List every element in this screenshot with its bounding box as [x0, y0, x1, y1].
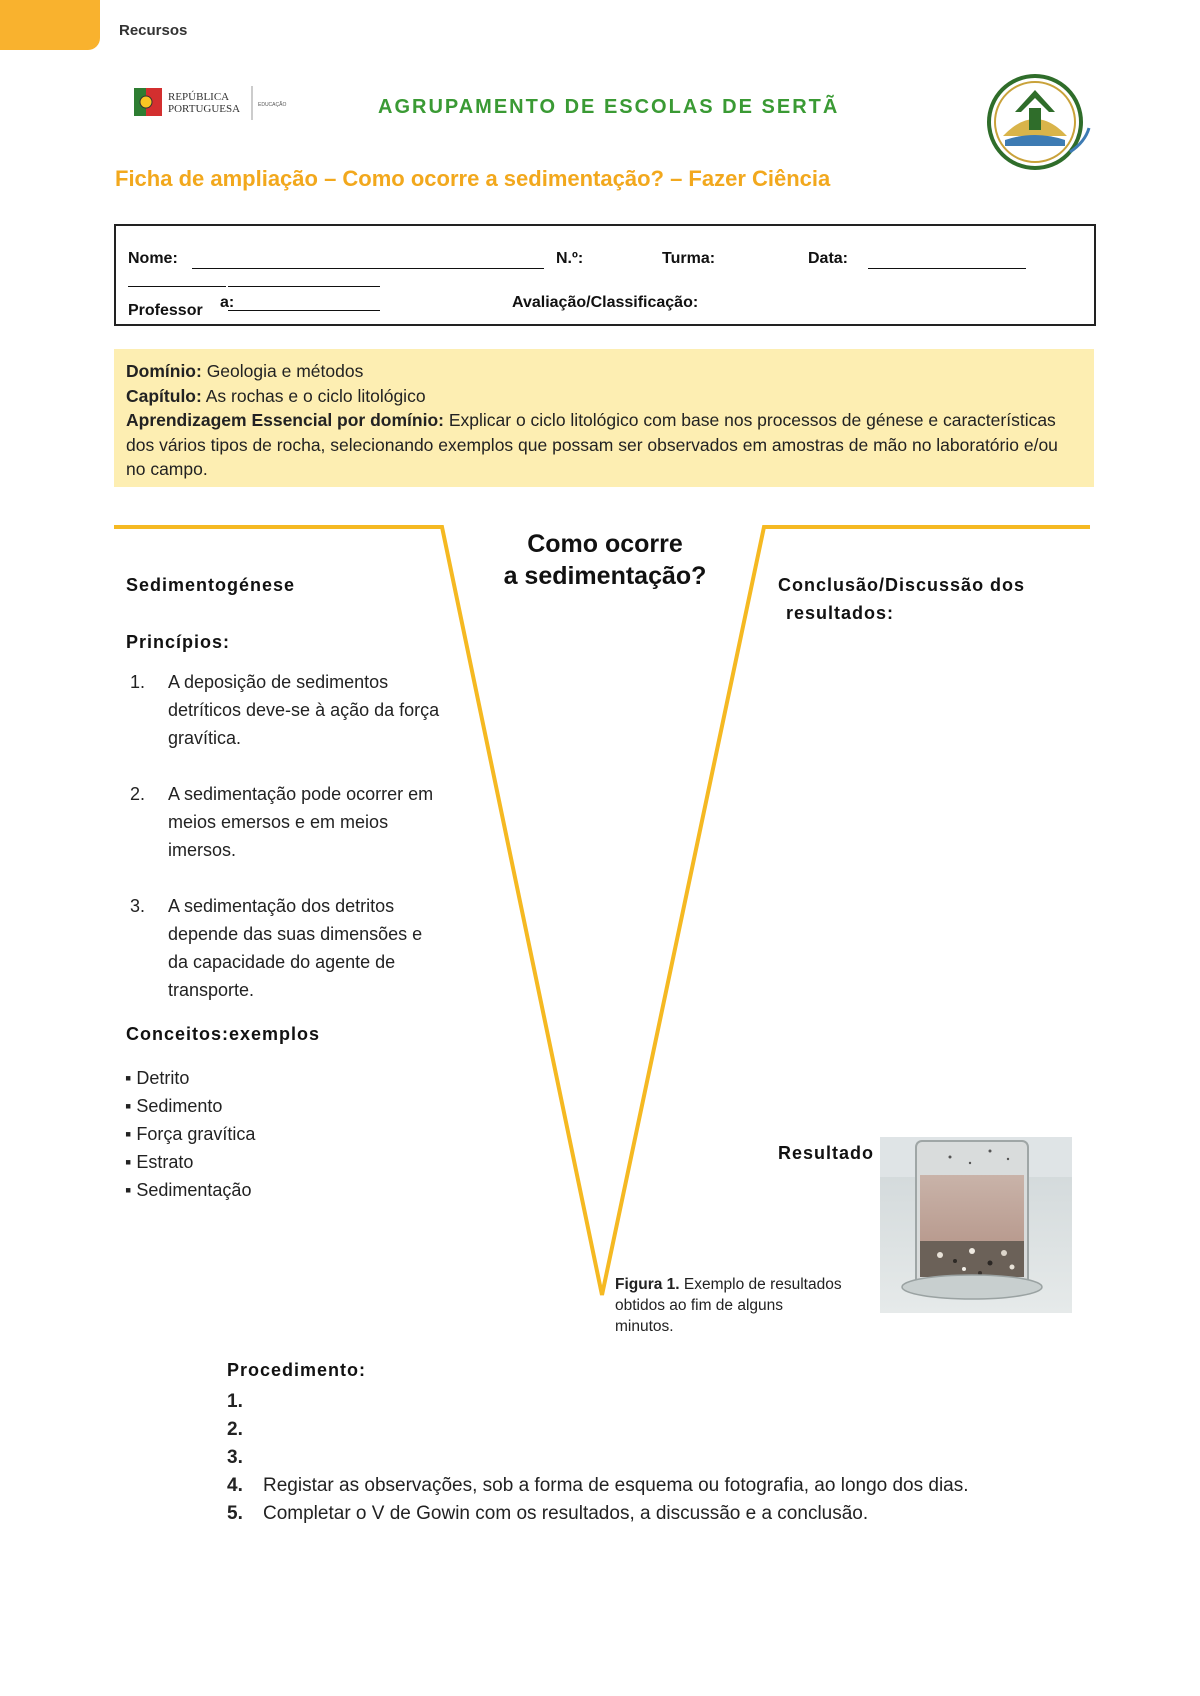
logo-text-portuguesa: PORTUGUESA — [168, 103, 241, 115]
principles-heading: Princípios: — [126, 632, 231, 652]
principle-number: 2. — [130, 784, 146, 804]
procedure-step-number: 2. — [227, 1419, 243, 1440]
conclusion-heading-line2: resultados: — [786, 603, 895, 623]
procedure-step-number: 5. — [227, 1503, 243, 1524]
capitulo-label: Capítulo: — [126, 385, 202, 406]
school-name: AGRUPAMENTO DE ESCOLAS DE SERTÃ — [378, 96, 840, 118]
procedure-step-text[interactable] — [263, 1391, 268, 1412]
numero-label: N.º: — [556, 250, 584, 267]
aprendizagem-label: Aprendizagem Essencial por domínio: — [126, 410, 444, 430]
principle-number: 3. — [130, 896, 146, 916]
conclusion-heading-line1: Conclusão/Discussão dos — [778, 575, 1026, 595]
sedimentogenese-heading: Sedimentogénese — [126, 575, 296, 595]
procedure-step — [227, 1500, 987, 1528]
concept-item: ▪ Força gravítica — [125, 1124, 256, 1144]
logo-text-republica: REPÚBLICA — [168, 91, 230, 103]
procedure-step-text: Completar o V de Gowin com os resultados, a discussão e a conclusão. — [263, 1503, 869, 1524]
concepts-heading: Conceitos:exemplos — [126, 1024, 321, 1044]
procedure-step-text[interactable] — [263, 1447, 268, 1468]
procedure-heading: Procedimento: — [227, 1360, 367, 1380]
concept-item: ▪ Detrito — [125, 1068, 190, 1088]
principle-text: A deposição de sedimentos detríticos deve-se à ação da força gravítica. — [168, 672, 440, 748]
procedure-step — [227, 1416, 987, 1444]
concept-item: ▪ Estrato — [125, 1152, 194, 1172]
concepts-list — [125, 1064, 255, 1204]
professor-label: Professor — [128, 302, 203, 319]
procedure-step-number: 1. — [227, 1391, 243, 1412]
avaliacao-label: Avaliação/Classificação: — [512, 294, 699, 311]
procedure-step — [227, 1388, 987, 1416]
procedure-list — [227, 1388, 987, 1528]
figure-label: Figura 1. — [615, 1276, 680, 1293]
logo-text-educacao: EDUCAÇÃO — [258, 102, 287, 108]
principle-text: A sedimentação pode ocorrer em meios emersos e em meios imersos. — [168, 784, 434, 860]
aprendizagem-value: Explicar o ciclo litológico com base nos processos de génese e características dos vários tipos de rocha, selecionando exemplos que possam ser observados em amostras de mão no laboratório e/ou no campo. — [126, 410, 1058, 479]
sedimentation-photo — [880, 1137, 1072, 1313]
data-label: Data: — [808, 250, 849, 267]
principle-number: 1. — [130, 672, 146, 692]
figure-caption-text: Exemplo de resultados obtidos ao fim de alguns minutos. — [615, 1276, 842, 1335]
nome-label: Nome: — [128, 250, 178, 267]
dominio-value: Geologia e métodos — [201, 361, 364, 381]
principle-item — [130, 780, 440, 864]
principle-text: A sedimentação dos detritos depende das suas dimensões e da capacidade do agente de transporte. — [168, 896, 423, 1000]
results-heading: Resultado — [778, 1143, 875, 1163]
procedure-step — [227, 1472, 987, 1500]
v-question-line2: a sedimentação? — [503, 562, 707, 590]
document-title: Ficha de ampliação – Como ocorre a sedimentação? – Fazer Ciência — [115, 166, 831, 191]
principle-item — [130, 668, 440, 752]
v-question — [440, 528, 770, 592]
figure-caption — [615, 1274, 845, 1337]
procedure-step-number: 3. — [227, 1447, 243, 1468]
dominio-label: Domínio: — [126, 361, 202, 381]
v-question-line1: Como ocorre — [527, 530, 683, 558]
principles-list — [130, 668, 440, 1032]
capitulo-value: As rochas e o ciclo litológico — [201, 385, 426, 406]
recursos-label: Recursos — [119, 22, 188, 39]
concept-item: ▪ Sedimentação — [125, 1180, 252, 1200]
turma-label: Turma: — [662, 250, 716, 267]
principle-item — [130, 892, 440, 1004]
procedure-step-number: 4. — [227, 1475, 243, 1496]
procedure-step-text[interactable] — [263, 1419, 268, 1440]
procedure-step — [227, 1444, 987, 1472]
procedure-step-text: Registar as observações, sob a forma de esquema ou fotografia, ao longo dos dias. — [263, 1475, 969, 1496]
concept-item: ▪ Sedimento — [125, 1096, 223, 1116]
professor-suffix: a: — [220, 294, 235, 311]
